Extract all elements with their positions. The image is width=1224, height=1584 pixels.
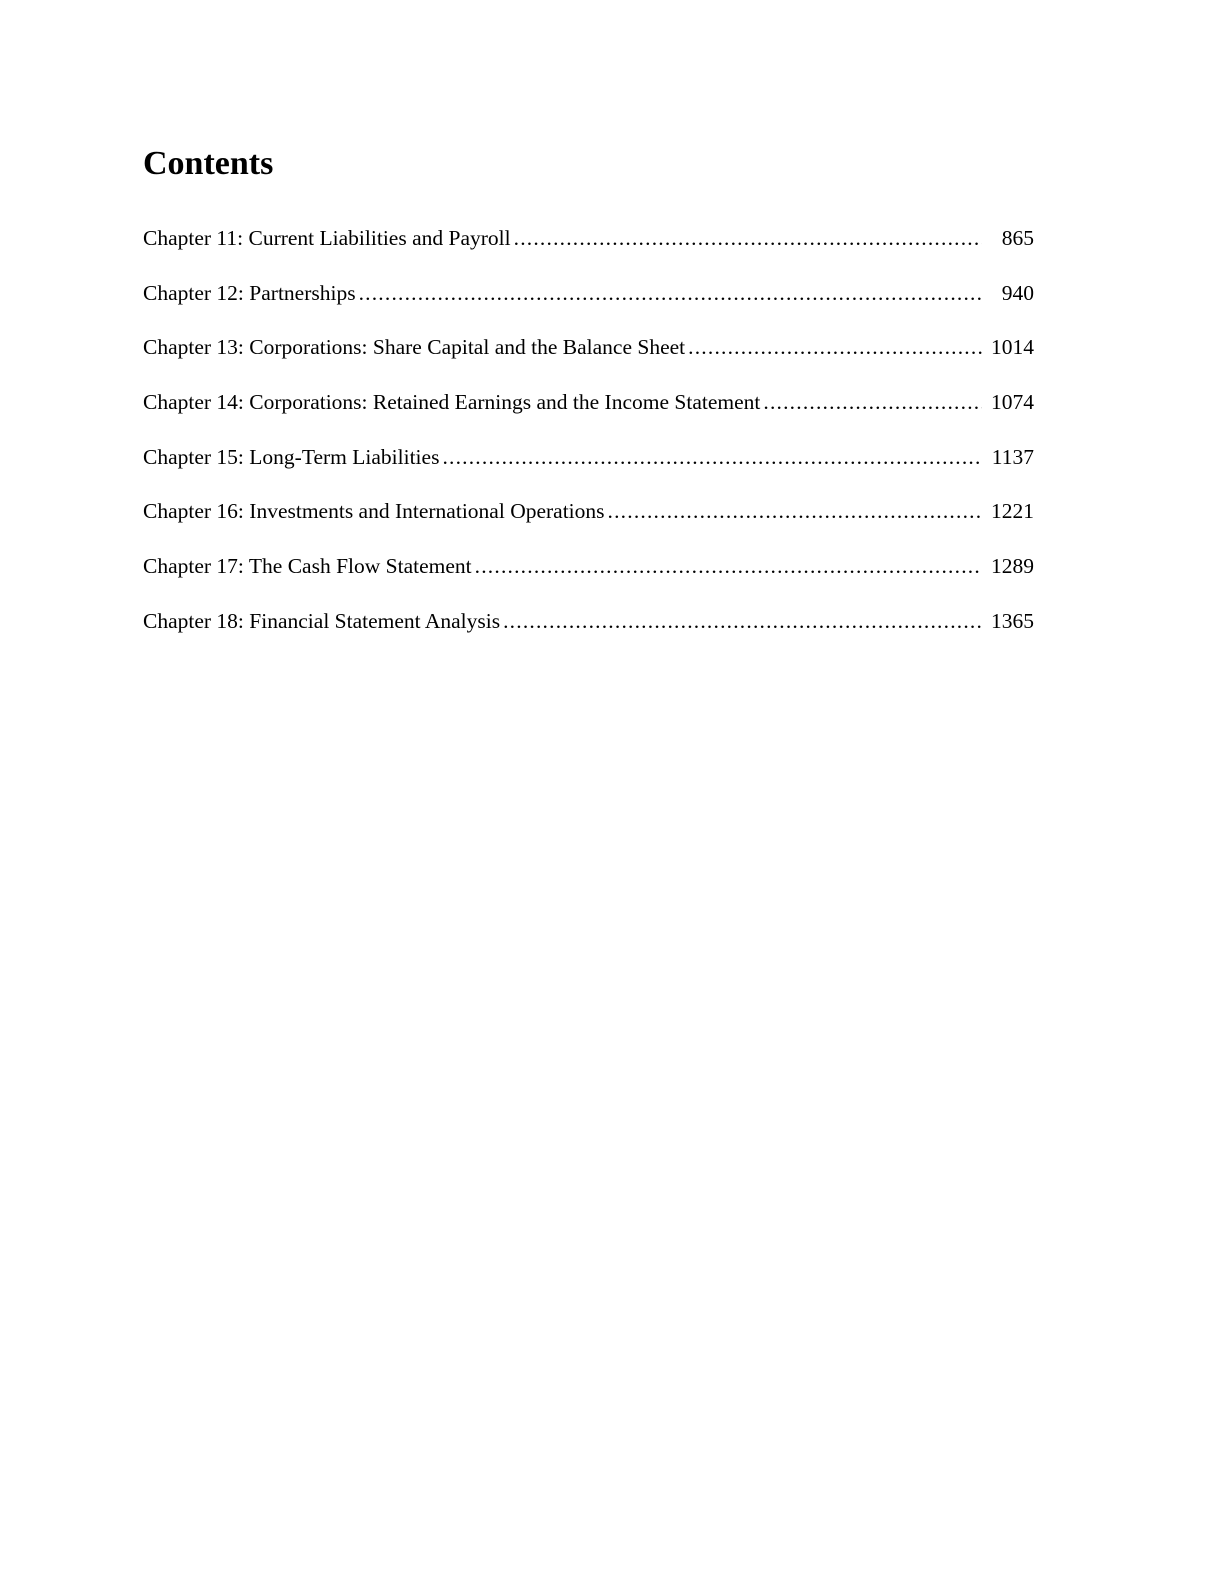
toc-entry-chapter-15[interactable] bbox=[143, 441, 1034, 496]
table-of-contents bbox=[143, 222, 1034, 660]
toc-entry-chapter-16[interactable] bbox=[143, 495, 1034, 550]
toc-entry-title: Chapter 17: The Cash Flow Statement bbox=[143, 554, 472, 579]
toc-entry-page-number: 1221 bbox=[991, 499, 1034, 524]
dot-leader bbox=[503, 605, 982, 637]
dot-leader bbox=[514, 222, 982, 254]
dot-leader bbox=[688, 331, 982, 363]
dot-leader bbox=[442, 441, 982, 473]
toc-entry-title: Chapter 16: Investments and International Operations bbox=[143, 499, 605, 524]
toc-entry-title: Chapter 11: Current Liabilities and Payroll bbox=[143, 226, 511, 250]
toc-entry-chapter-17[interactable] bbox=[143, 550, 1034, 605]
toc-entry-page-number: 1014 bbox=[991, 335, 1034, 360]
toc-entry-page-number: 1137 bbox=[991, 444, 1034, 469]
toc-entry-title: Chapter 12: Partnerships bbox=[143, 280, 356, 305]
toc-entry-chapter-14[interactable] bbox=[143, 386, 1034, 441]
toc-entry-title: Chapter 15: Long-Term Liabilities bbox=[143, 444, 440, 469]
dot-leader bbox=[475, 550, 982, 582]
toc-entry-page-number: 865 bbox=[1001, 226, 1034, 250]
toc-entry-title: Chapter 13: Corporations: Share Capital and the Balance Sheet bbox=[143, 335, 686, 360]
toc-entry-page-number: 1289 bbox=[991, 554, 1034, 579]
toc-entry-chapter-11[interactable] bbox=[143, 222, 1034, 277]
toc-entry-page-number: 1074 bbox=[991, 390, 1034, 415]
page-title: Contents bbox=[143, 145, 274, 182]
toc-entry-page-number: 940 bbox=[1001, 280, 1034, 305]
toc-entry-title: Chapter 18: Financial Statement Analysis bbox=[143, 608, 501, 633]
toc-entry-chapter-13[interactable] bbox=[143, 331, 1034, 386]
toc-entry-title: Chapter 14: Corporations: Retained Earnings and the Income Statement bbox=[143, 390, 761, 415]
dot-leader bbox=[608, 495, 982, 527]
dot-leader bbox=[359, 277, 982, 309]
dot-leader bbox=[763, 386, 982, 418]
toc-entry-page-number: 1365 bbox=[991, 608, 1034, 633]
toc-entry-chapter-12[interactable] bbox=[143, 277, 1034, 332]
toc-entry-chapter-18[interactable] bbox=[143, 605, 1034, 660]
